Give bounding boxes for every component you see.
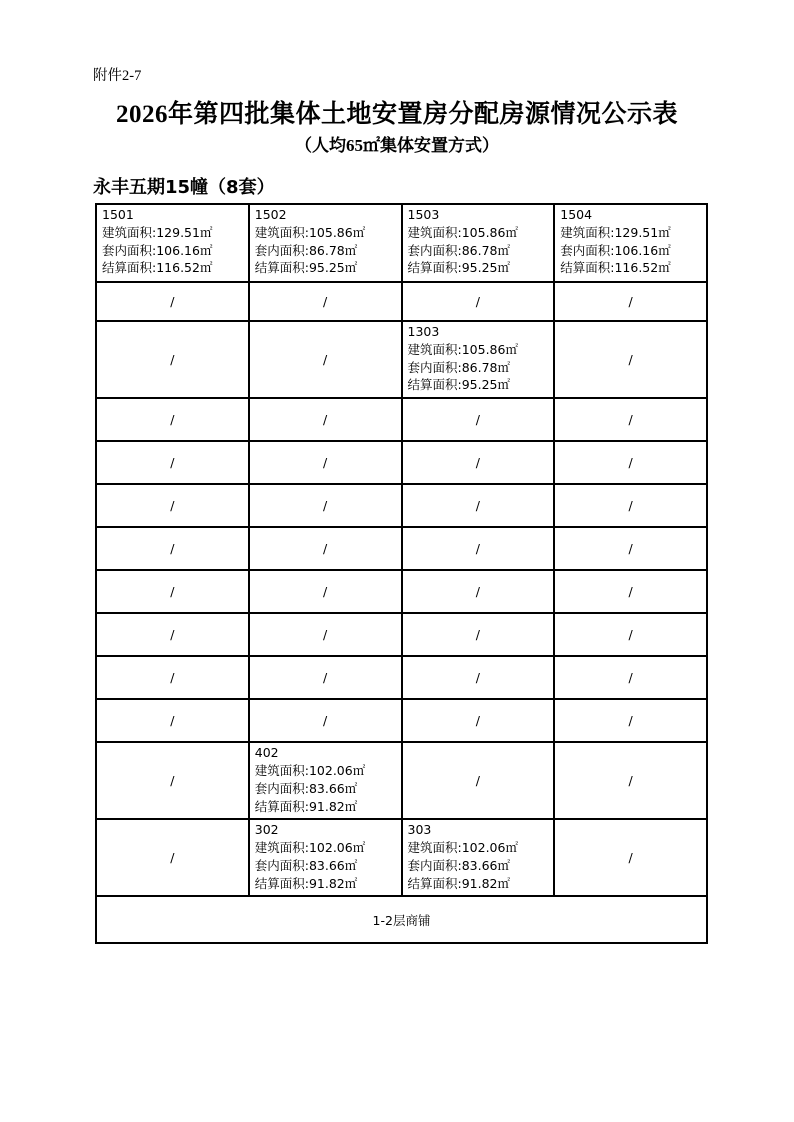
empty-cell: / [402,282,555,321]
empty-cell: / [249,699,402,742]
empty-cell: / [554,484,707,527]
inner-area-line: 套内面积:83.66㎡ [254,857,358,873]
table-row [96,742,707,819]
settlement-area-line: 结算面积:91.82㎡ [407,875,510,891]
building-area-line: 建筑面积:102.06㎡ [254,840,366,856]
building-area-line: 建筑面积:105.86㎡ [254,224,366,240]
empty-cell: / [402,484,555,527]
attachment-label: 附件2-7 [93,68,142,84]
empty-cell: / [96,613,249,656]
empty-cell: / [249,282,402,321]
empty-cell: / [96,570,249,613]
empty-cell: / [554,527,707,570]
unit-number: 1502 [254,207,287,222]
empty-cell: / [96,656,249,699]
building-area-line: 建筑面积:102.06㎡ [254,763,366,778]
empty-cell: / [96,819,249,896]
settlement-area-line: 结算面积:95.25㎡ [407,260,510,276]
unit-number: 402 [254,745,279,761]
settlement-area-line: 结算面积:91.82㎡ [254,798,358,814]
table-row [96,570,707,613]
inner-area-line: 套内面积:106.16㎡ [102,242,213,258]
housing-table-body [96,204,707,943]
table-row [96,896,707,943]
unit-number: 1504 [560,207,593,222]
empty-cell: / [96,527,249,570]
table-row [96,398,707,441]
unit-cell-302 [249,819,402,896]
empty-cell: / [402,441,555,484]
empty-cell: / [554,656,707,699]
empty-cell: / [554,742,707,819]
unit-number: 1501 [102,207,134,222]
building-area-line: 建筑面积:105.86㎡ [407,224,518,240]
unit-cell-1502 [249,204,402,282]
settlement-area-line: 结算面积:116.52㎡ [102,260,213,276]
unit-number: 302 [254,822,279,838]
table-row [96,819,707,896]
empty-cell: / [96,742,249,819]
inner-area-line: 套内面积:86.78㎡ [407,242,510,258]
empty-cell: / [96,398,249,441]
building-section-heading: 永丰五期15幢（8套） [93,177,275,198]
unit-cell-1303 [402,321,555,398]
inner-area-line: 套内面积:86.78㎡ [407,359,510,375]
empty-cell: / [249,656,402,699]
settlement-area-line: 结算面积:91.82㎡ [254,875,358,891]
empty-cell: / [249,398,402,441]
table-row [96,441,707,484]
building-area-line: 建筑面积:129.51㎡ [560,224,671,240]
table-row [96,321,707,398]
unit-number: 1303 [407,324,440,339]
empty-cell: / [402,742,555,819]
empty-cell: / [554,321,707,398]
empty-cell: / [96,282,249,321]
empty-cell: / [554,819,707,896]
empty-cell: / [96,699,249,742]
inner-area-line: 套内面积:106.16㎡ [560,242,671,258]
empty-cell: / [96,441,249,484]
building-area-line: 建筑面积:129.51㎡ [102,224,213,240]
empty-cell: / [554,699,707,742]
empty-cell: / [554,441,707,484]
unit-cell-1503 [402,204,555,282]
unit-cell-402 [249,742,402,819]
unit-number: 303 [407,822,432,838]
table-row [96,527,707,570]
unit-cell-303 [402,819,555,896]
empty-cell: / [402,570,555,613]
empty-cell: / [402,699,555,742]
table-row [96,204,707,282]
table-row [96,282,707,321]
unit-number: 1503 [407,207,440,222]
settlement-area-line: 结算面积:95.25㎡ [407,377,510,393]
page-subtitle: （人均65㎡集体安置方式） [295,136,499,155]
building-area-line: 建筑面积:102.06㎡ [407,840,518,856]
table-row [96,613,707,656]
shops-floor-cell: 1-2层商铺 [96,896,707,943]
empty-cell: / [249,570,402,613]
empty-cell: / [249,527,402,570]
empty-cell: / [554,282,707,321]
empty-cell: / [402,398,555,441]
empty-cell: / [402,613,555,656]
inner-area-line: 套内面积:83.66㎡ [254,780,358,796]
empty-cell: / [249,484,402,527]
page-title: 2026年第四批集体土地安置房分配房源情况公示表 [115,101,678,128]
settlement-area-line: 结算面积:116.52㎡ [560,260,671,276]
empty-cell: / [249,441,402,484]
empty-cell: / [96,484,249,527]
building-area-line: 建筑面积:105.86㎡ [407,341,518,357]
inner-area-line: 套内面积:86.78㎡ [254,242,358,258]
table-row [96,484,707,527]
empty-cell: / [96,321,249,398]
table-row [96,699,707,742]
unit-cell-1504 [554,204,707,282]
empty-cell: / [249,613,402,656]
empty-cell: / [554,570,707,613]
settlement-area-line: 结算面积:95.25㎡ [254,260,358,276]
empty-cell: / [554,613,707,656]
unit-cell-1501 [96,204,249,282]
empty-cell: / [249,321,402,398]
housing-allocation-table [95,203,708,944]
inner-area-line: 套内面积:83.66㎡ [407,857,510,873]
table-row [96,656,707,699]
empty-cell: / [402,656,555,699]
empty-cell: / [554,398,707,441]
empty-cell: / [402,527,555,570]
